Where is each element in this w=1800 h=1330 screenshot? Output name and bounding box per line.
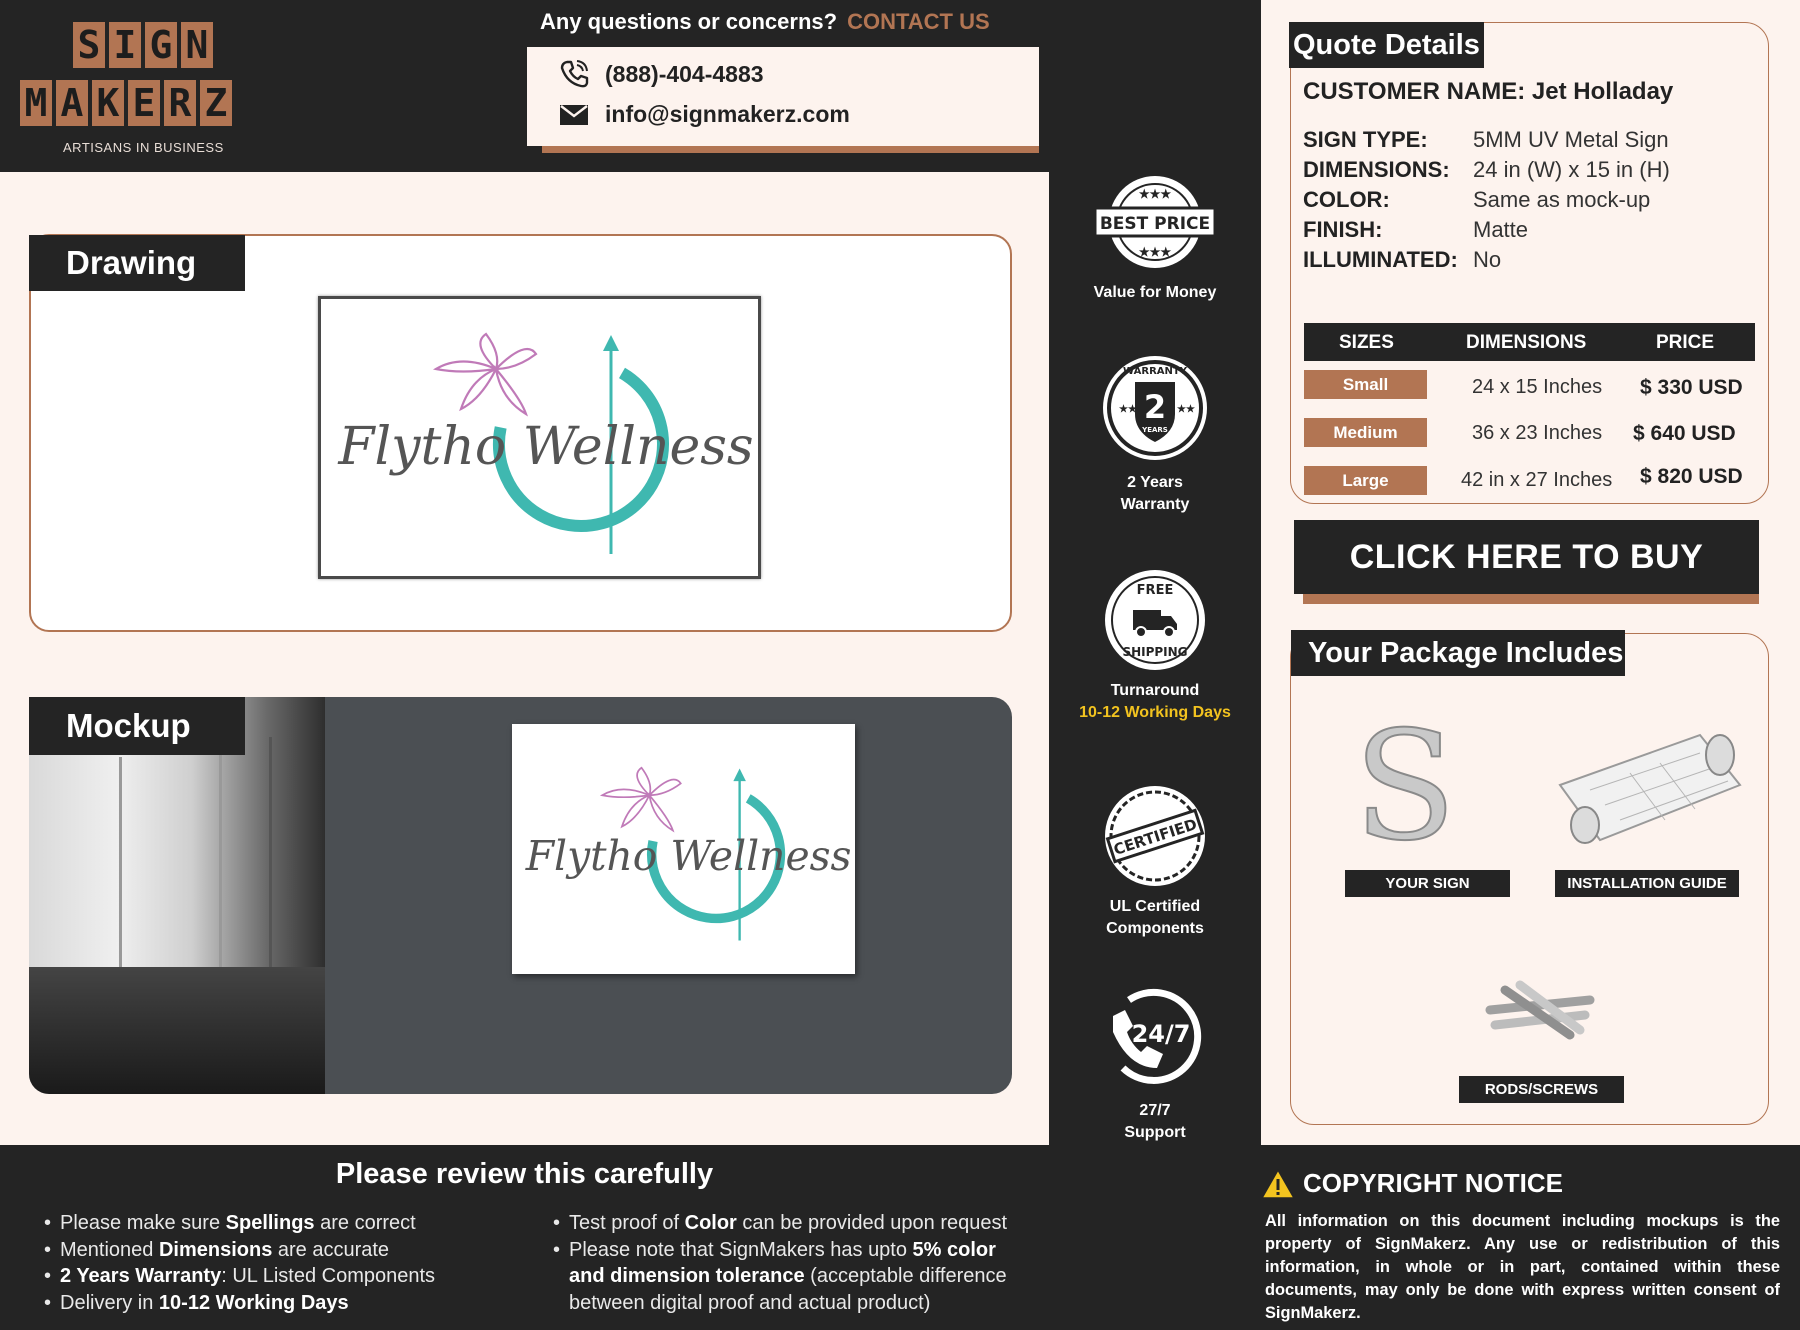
svg-text:★★: ★★ <box>1119 404 1137 415</box>
blueprint-icon <box>1550 725 1750 850</box>
size-price: $ 820 USD <box>1640 465 1743 488</box>
certified-icon <box>1103 784 1207 888</box>
spec-value: Matte <box>1473 217 1529 242</box>
spec-key: SIGN TYPE: <box>1303 127 1428 152</box>
badge-label: Value for Money <box>1093 284 1217 301</box>
warranty-number: 2 <box>1143 388 1167 426</box>
spec-row <box>1303 127 1669 153</box>
office-floor <box>29 967 325 1094</box>
badge-label-line1: 2 Years <box>1127 474 1183 491</box>
badge-label-line1: 27/7 <box>1139 1102 1171 1119</box>
price-table-header <box>1304 323 1755 361</box>
svg-text:★★: ★★ <box>1177 404 1195 415</box>
review-list-right <box>553 1210 1043 1316</box>
spec-key: DIMENSIONS: <box>1303 157 1450 182</box>
contact-question <box>540 9 990 35</box>
list-item: • Delivery in 10-12 Working Days <box>44 1290 435 1317</box>
badge-label-line2: Support <box>1124 1124 1186 1141</box>
list-item: • Mentioned Dimensions are accurate <box>44 1237 435 1264</box>
quote-details-title: Quote Details <box>1289 22 1484 68</box>
logo-letter: A <box>56 80 88 126</box>
mockup-sign <box>512 724 855 974</box>
size-option-medium[interactable]: Medium <box>1304 418 1427 447</box>
free-shipping-icon <box>1103 568 1207 672</box>
support-text: 24/7 <box>1131 1020 1191 1048</box>
header-price: PRICE <box>1656 332 1715 353</box>
artwork-text: Flytho Wellness <box>338 417 754 477</box>
logo-letter: E <box>128 80 160 126</box>
glass-frame <box>269 737 272 977</box>
drawing-artwork <box>318 296 761 579</box>
package-item-label: RODS/SCREWS <box>1459 1076 1624 1103</box>
badge-label-line1: UL Certified <box>1109 898 1201 915</box>
spec-row <box>1303 157 1670 183</box>
logo-letter: R <box>164 80 196 126</box>
package-title: Your Package Includes <box>1291 630 1625 676</box>
list-item: • Test proof of Color can be provided upon request <box>553 1210 1043 1237</box>
svg-text:S: S <box>1353 720 1457 850</box>
badge-best-price <box>1049 170 1261 304</box>
list-item: • 2 Years Warranty: UL Listed Components <box>44 1263 435 1290</box>
signmakerz-logo <box>20 22 270 162</box>
buy-button[interactable]: CLICK HERE TO BUY <box>1294 520 1759 594</box>
logo-row-makerz <box>20 80 232 126</box>
glass-frame <box>219 737 222 977</box>
badge-label-line2: 10-12 Working Days <box>1079 704 1231 721</box>
phone-number: (888)-404-4883 <box>605 60 764 87</box>
size-dimensions: 36 x 23 Inches <box>1472 422 1603 444</box>
logo-letter: Z <box>200 80 232 126</box>
badge-certified <box>1049 784 1261 940</box>
logo-letter: I <box>109 22 141 68</box>
logo-letter: S <box>73 22 105 68</box>
copyright-text: All information on this document including mockups is the property of SignMakerz. Any use or redistribution of this information, in whole or in part, contained within these documents, may only be done with express written consent of SignMakerz. <box>1265 1212 1780 1322</box>
review-title: Please review this carefully <box>335 1158 714 1190</box>
contact-us-link[interactable]: CONTACT US <box>847 9 990 34</box>
spec-value: 5MM UV Metal Sign <box>1473 127 1669 152</box>
spec-value: Same as mock-up <box>1473 187 1651 212</box>
phone-icon <box>559 59 589 89</box>
spec-key: ILLUMINATED: <box>1303 247 1458 272</box>
spec-key: FINISH: <box>1303 217 1383 242</box>
mail-icon <box>559 103 589 127</box>
rods-screws-icon <box>1480 970 1600 1050</box>
size-dimensions: 24 x 15 Inches <box>1472 376 1603 398</box>
spec-row <box>1303 187 1650 213</box>
email-line[interactable] <box>559 101 850 128</box>
svg-text:★★★: ★★★ <box>1138 187 1172 201</box>
mockup-title: Mockup <box>29 697 245 755</box>
size-price: $ 330 USD <box>1640 376 1743 399</box>
svg-text:★★★: ★★★ <box>1138 245 1172 259</box>
contact-question-text: Any questions or concerns? <box>540 9 838 34</box>
warranty-years-text: YEARS <box>1142 426 1168 434</box>
drawing-title: Drawing <box>29 235 245 291</box>
best-price-text: BEST PRICE <box>1099 214 1211 234</box>
mockup-artwork-text: Flytho Wellness <box>525 831 852 880</box>
logo-letter: G <box>145 22 177 68</box>
spec-value: 24 in (W) x 15 in (H) <box>1473 157 1670 182</box>
glass-frame <box>119 757 122 967</box>
badge-label-line1: Turnaround <box>1110 682 1200 699</box>
spec-value: No <box>1473 247 1502 272</box>
badge-label-line2: Warranty <box>1120 496 1190 513</box>
logo-tagline: ARTISANS IN BUSINESS <box>63 140 224 155</box>
size-option-small[interactable]: Small <box>1304 370 1427 399</box>
copyright-title-text: COPYRIGHT NOTICE <box>1303 1168 1564 1198</box>
header-sizes: SIZES <box>1339 332 1394 353</box>
mockup-artwork-logo <box>512 724 855 974</box>
spec-row <box>1303 217 1528 243</box>
size-dimensions: 42 in x 27 Inches <box>1461 469 1613 491</box>
best-price-icon <box>1091 170 1219 274</box>
badge-label-line2: Components <box>1106 920 1204 937</box>
size-price: $ 640 USD <box>1633 422 1736 445</box>
warning-icon <box>1261 1169 1295 1199</box>
artwork-logo <box>321 299 758 576</box>
review-list-left <box>44 1210 435 1316</box>
size-option-large[interactable]: Large <box>1304 466 1427 495</box>
copyright-title <box>1261 1168 1563 1199</box>
certified-text: CERTIFIED <box>1111 815 1200 859</box>
spec-row <box>1303 247 1501 273</box>
phone-line[interactable] <box>559 59 764 89</box>
list-item: • Please note that SignMakers has upto 5% color and dimension tolerance (acceptable difference between digital proof and actual product) <box>553 1237 1043 1317</box>
customer-name: CUSTOMER NAME: Jet Holladay <box>1303 78 1674 105</box>
email-address: info@signmakerz.com <box>605 101 850 127</box>
free-text: FREE <box>1136 583 1174 598</box>
sign-letter-icon <box>1350 720 1460 850</box>
badge-shipping <box>1049 568 1261 724</box>
logo-letter: K <box>92 80 124 126</box>
contact-box <box>527 47 1039 146</box>
badge-support <box>1049 980 1261 1144</box>
warranty-text: WARRANTY <box>1123 366 1187 377</box>
logo-letter: N <box>181 22 213 68</box>
logo-letter: M <box>20 80 52 126</box>
warranty-icon <box>1099 352 1211 464</box>
logo-row-sign <box>73 22 213 68</box>
office-background <box>29 697 325 1094</box>
badge-column <box>1049 0 1261 1145</box>
shipping-text: SHIPPING <box>1122 645 1188 659</box>
header-dimensions: DIMENSIONS <box>1466 332 1587 353</box>
package-item-label: INSTALLATION GUIDE <box>1555 870 1739 897</box>
spec-key: COLOR: <box>1303 187 1390 212</box>
support-247-icon <box>1099 980 1211 1092</box>
package-item-label: YOUR SIGN <box>1345 870 1510 897</box>
badge-warranty <box>1049 352 1261 516</box>
footer-divider-area <box>1049 1145 1261 1330</box>
list-item: • Please make sure Spellings are correct <box>44 1210 435 1237</box>
